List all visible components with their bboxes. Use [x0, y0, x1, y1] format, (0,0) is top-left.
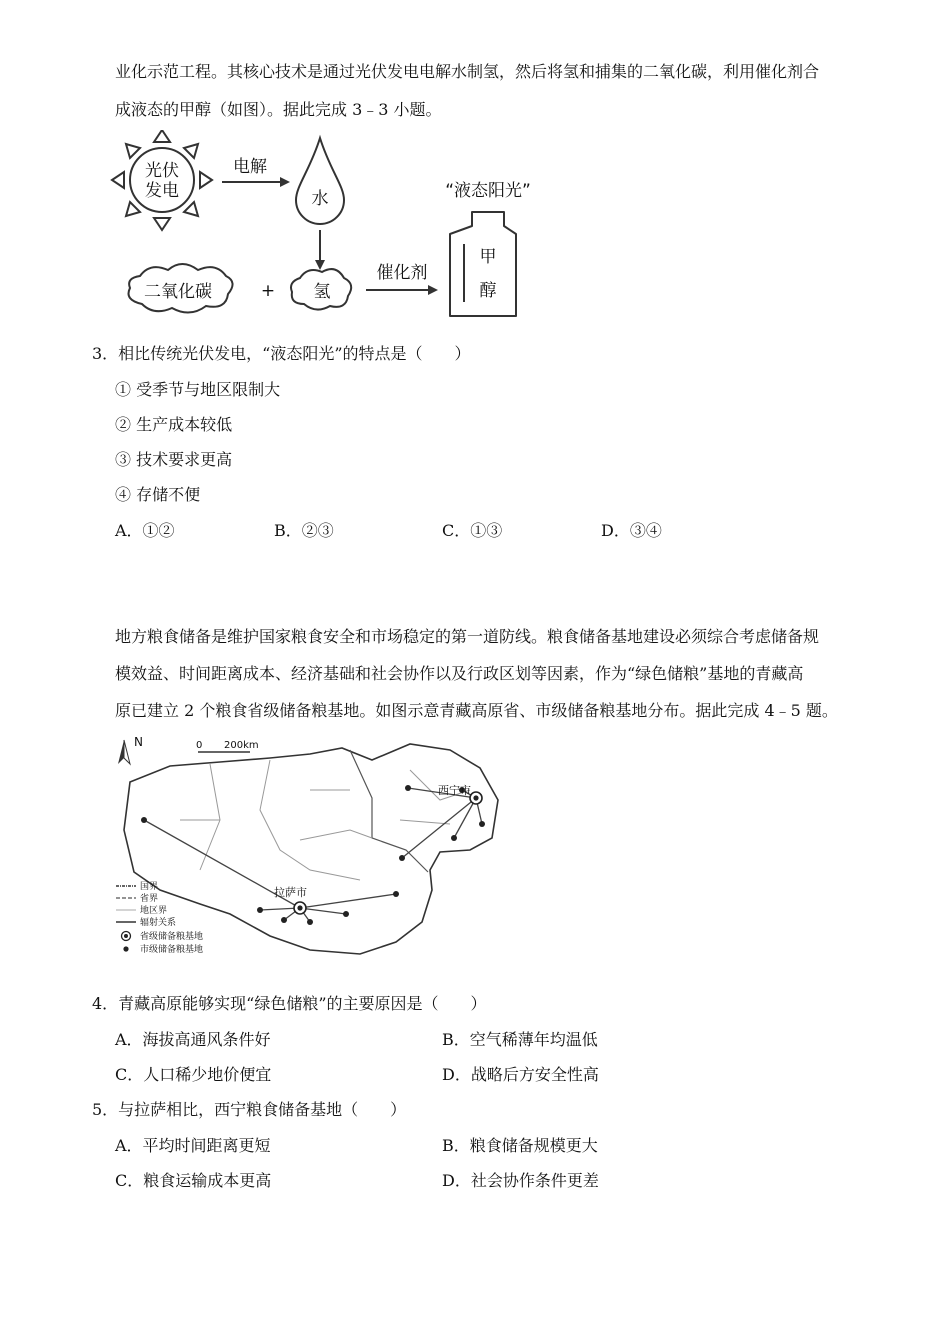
- q5-option-c[interactable]: C．粮食运输成本更高: [115, 1171, 272, 1190]
- q3-item-1: ① 受季节与地区限制大: [115, 380, 281, 399]
- q3-stem: 3．相比传统光伏发电，“液态阳光”的特点是（ ）: [92, 344, 471, 363]
- legend-radiation: 辐射关系: [140, 918, 177, 928]
- arrow-head: [315, 260, 325, 270]
- q5-option-d[interactable]: D．社会协作条件更差: [442, 1171, 599, 1190]
- north-label: N: [134, 735, 143, 749]
- passage2-line1: 地方粮食储备是维护国家粮食安全和市场稳定的第一道防线。粮食储备基地建设必须综合考虑储备规: [115, 627, 820, 646]
- passage1-line1: 业化示范工程。其核心技术是通过光伏发电电解水制氢，然后将氢和捕集的二氧化碳，利用催化剂合: [115, 62, 820, 81]
- q4-option-b[interactable]: B．空气稀薄年均温低: [442, 1030, 598, 1049]
- q5-options-row1: [115, 1136, 715, 1156]
- q5-option-a[interactable]: A．平均时间距离更短: [115, 1136, 271, 1155]
- catalyst-label: 催化剂: [376, 263, 428, 283]
- sun-label-2: 发电: [145, 181, 179, 201]
- q3-option-d[interactable]: D．③④: [601, 521, 662, 540]
- hydrogen-label: 氢: [313, 282, 331, 302]
- arrow-head: [428, 285, 438, 295]
- q3-item-3: ③ 技术要求更高: [115, 450, 233, 469]
- lhasa-label: 拉萨市: [274, 886, 307, 899]
- q4-option-c[interactable]: C．人口稀少地价便宜: [115, 1065, 272, 1084]
- q3-option-b[interactable]: B．②③: [274, 521, 334, 540]
- passage1-line2: 成液态的甲醇（如图）。据此完成 3﹣3 小题。: [115, 100, 442, 119]
- q4-stem: 4．青藏高原能够实现“绿色储粮”的主要原因是（ ）: [92, 994, 487, 1013]
- legend-province-border: 省界: [140, 894, 159, 904]
- lhasa-provincial-base: [294, 902, 306, 914]
- passage2-line3: 原已建立 2 个粮食省级储备粮基地。如图示意青藏高原省、市级储备粮基地分布。据此完成 4﹣5 题。: [115, 701, 838, 720]
- methanol-label-2: 醇: [479, 281, 497, 301]
- legend-city-base: 市级储备粮基地: [140, 945, 204, 955]
- q4-option-d[interactable]: D．战略后方安全性高: [442, 1065, 599, 1084]
- q3-option-c[interactable]: C．①③: [442, 521, 503, 540]
- electrolysis-label: 电解: [233, 157, 267, 177]
- q3-options: [115, 521, 715, 541]
- legend-district-border: 地区界: [140, 906, 168, 916]
- map-legend: [116, 886, 136, 952]
- xining-provincial-base: [470, 792, 482, 804]
- water-label: 水: [311, 189, 329, 209]
- q3-option-a[interactable]: A．①②: [115, 521, 175, 540]
- water-drop-icon: [296, 138, 344, 224]
- xining-label: 西宁市: [438, 784, 471, 797]
- scale-km: 200km: [224, 740, 259, 751]
- plus-sign: +: [260, 281, 276, 301]
- q4-options-row1: [115, 1030, 715, 1050]
- legend-national-border: 国界: [140, 882, 159, 892]
- legend-provincial-base: 省级储备粮基地: [140, 932, 204, 942]
- co2-label: 二氧化碳: [144, 282, 212, 302]
- liquid-sunshine-title: “液态阳光”: [445, 181, 531, 201]
- q5-option-b[interactable]: B．粮食储备规模更大: [442, 1136, 598, 1155]
- sun-label-1: 光伏: [145, 161, 179, 181]
- q3-item-4: ④ 存储不便: [115, 485, 201, 504]
- q3-item-2: ② 生产成本较低: [115, 415, 233, 434]
- q5-options-row2: [115, 1171, 715, 1191]
- liquid-sunshine-diagram: [110, 130, 550, 330]
- q5-stem: 5．与拉萨相比，西宁粮食储备基地（ ）: [92, 1100, 407, 1119]
- plateau-grain-reserve-map: [110, 730, 510, 970]
- arrow-head: [280, 177, 290, 187]
- q4-option-a[interactable]: A．海拔高通风条件好: [115, 1030, 271, 1049]
- q4-options-row2: [115, 1065, 715, 1085]
- north-arrow-icon: [118, 740, 130, 764]
- scale-zero: 0: [196, 740, 203, 751]
- passage2-line2: 模效益、时间距离成本、经济基础和社会协作以及行政区划等因素，作为“绿色储粮”基地的青藏高: [115, 664, 804, 683]
- methanol-label-1: 甲: [479, 247, 497, 267]
